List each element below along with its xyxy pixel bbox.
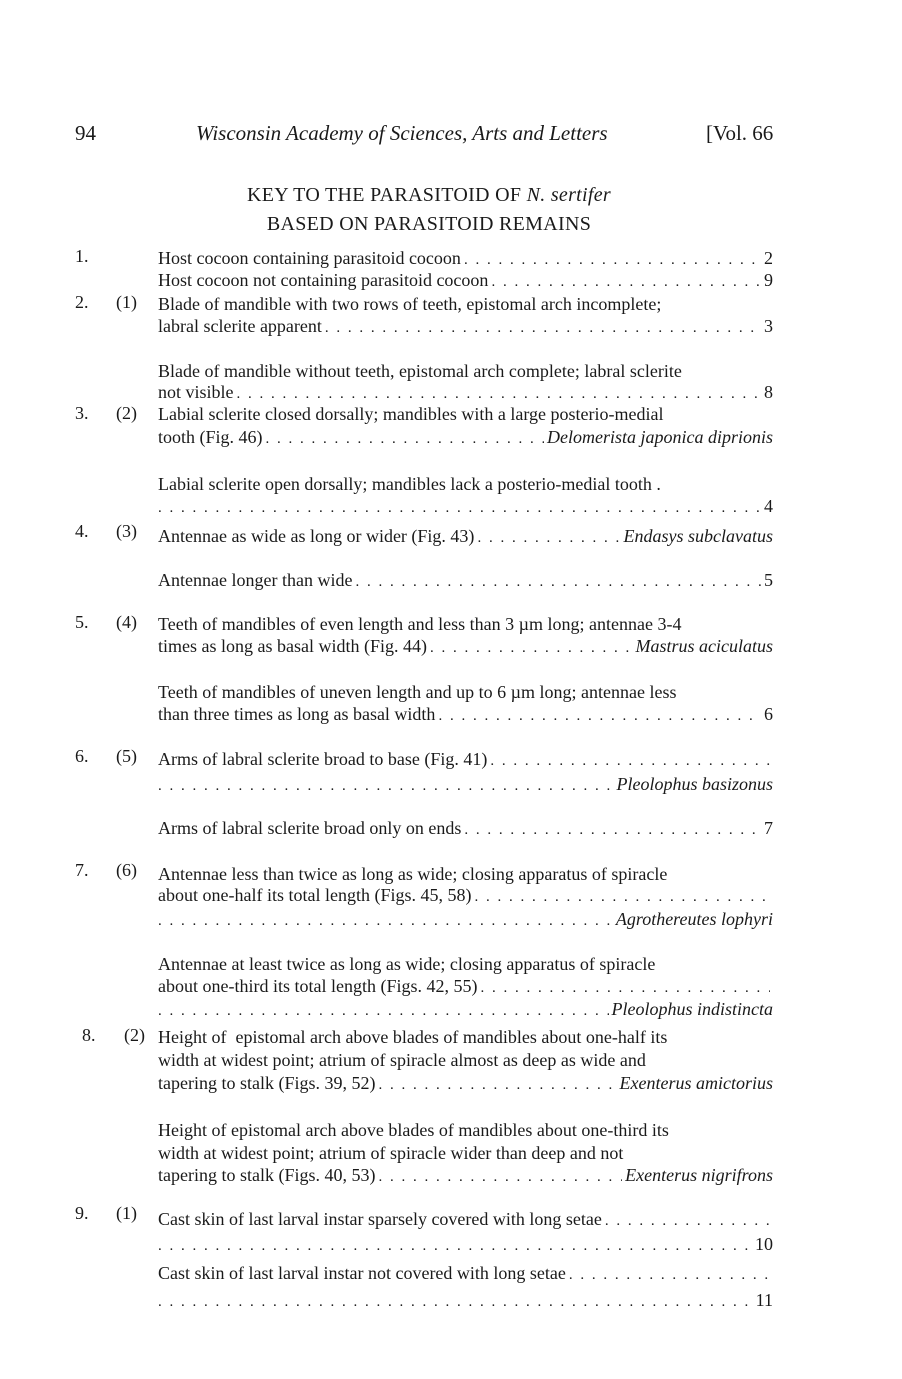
couplet-reference: (5) (116, 746, 137, 766)
couplet-reference: (1) (116, 292, 137, 312)
key-line: Antennae as wide as long or wider (Fig. 43) . . . Endasys subclavatus (158, 526, 773, 547)
leader-dots (438, 708, 761, 725)
key-line: . . . 10 (158, 1234, 773, 1255)
key-line: Antennae longer than wide . . . 5 (158, 570, 773, 591)
taxon-name: Exenterus amictorius (619, 1073, 773, 1093)
key-line: Height of epistomal arch above blades of mandibles about one-half its (158, 1027, 668, 1047)
taxon-name: Mastrus aciculatus (635, 636, 773, 656)
couplet-number: 8. (82, 1025, 96, 1045)
key-line: Cast skin of last larval instar sparsely covered with long setae . . . (158, 1209, 773, 1230)
key-line (158, 774, 773, 795)
key-line: Height of epistomal arch above blades of mandibles about one-third its (158, 1120, 669, 1140)
key-line: tapering to stalk (Figs. 40, 53) . . . Exenterus nigrifrons (158, 1165, 773, 1186)
couplet-number: 9. (75, 1203, 89, 1223)
leader-dots (490, 753, 770, 770)
couplet-reference: (2) (124, 1025, 145, 1045)
leader-dots (491, 274, 761, 291)
taxon-name: Agrothereutes lophyri (615, 909, 773, 929)
leader-dots (158, 778, 613, 795)
couplet-number: 4. (75, 521, 89, 541)
couplet-number: 1. (75, 246, 89, 266)
key-line (158, 999, 773, 1020)
key-line: Arms of labral sclerite broad only on ends . . . 7 (158, 818, 773, 839)
leader-dots (158, 1238, 752, 1255)
key-line: not visible . . . 8 (158, 382, 773, 403)
taxon-name: Pleolophus basizonus (616, 774, 773, 794)
couplet-reference: (4) (116, 612, 137, 632)
key-line: Antennae less than twice as long as wide; closing apparatus of spiracle (158, 864, 668, 884)
key-line: about one-third its total length (Figs. 42, 55) . . . (158, 976, 773, 997)
couplet-number: 7. (75, 860, 89, 880)
key-line: Teeth of mandibles of even length and less than 3 µm long; antennae 3-4 (158, 614, 682, 634)
leader-dots (474, 889, 770, 906)
leader-dots (158, 1294, 753, 1311)
couplet-number: 2. (75, 292, 89, 312)
leader-dots (237, 386, 762, 403)
key-title-line2: BASED ON PARASITOID REMAINS (266, 213, 592, 235)
key-line: Antennae at least twice as long as wide; closing apparatus of spiracle (158, 954, 656, 974)
key-line: Cast skin of last larval instar not covered with long setae . . . (158, 1263, 773, 1284)
leader-dots (158, 500, 761, 517)
leader-dots (266, 431, 544, 448)
leader-dots (605, 1213, 770, 1230)
key-line: labral sclerite apparent . . . 3 (158, 316, 773, 337)
couplet-reference: (3) (116, 521, 137, 541)
volume-label: [Vol. 66 (706, 121, 774, 145)
couplet-reference: (6) (116, 860, 137, 880)
key-line: tapering to stalk (Figs. 39, 52) . . . Exenterus amictorius (158, 1073, 773, 1094)
couplet-number: 3. (75, 403, 89, 423)
key-line: Blade of mandible without teeth, epistomal arch complete; labral sclerite (158, 361, 682, 381)
key-line: Host cocoon not containing parasitoid cocoon . . . 9 (158, 270, 773, 291)
leader-dots (477, 530, 620, 547)
page-number: 94 (75, 121, 96, 145)
couplet-number: 5. (75, 612, 89, 632)
leader-dots (378, 1077, 616, 1094)
leader-dots (355, 574, 761, 591)
key-line: times as long as basal width (Fig. 44) . . . Mastrus aciculatus (158, 636, 773, 657)
couplet-reference: (1) (116, 1203, 137, 1223)
key-title-line1: KEY TO THE PARASITOID OF N. sertifer (246, 184, 611, 206)
leader-dots (158, 1003, 609, 1020)
key-line: width at widest point; atrium of spiracle almost as deep as wide and (158, 1050, 646, 1070)
key-line: . . . 4 (158, 496, 773, 517)
key-line: about one-half its total length (Figs. 45, 58) . . . (158, 885, 773, 906)
leader-dots (430, 640, 633, 657)
leader-dots (325, 320, 761, 337)
taxon-name: Exenterus nigrifrons (625, 1165, 773, 1185)
species-name: N. sertifer (526, 184, 611, 206)
key-line: . . . 11 (158, 1290, 773, 1311)
key-line: Arms of labral sclerite broad to base (Fig. 41) . . . (158, 749, 773, 770)
key-line: Labial sclerite closed dorsally; mandibles with a large posterio-medial (158, 404, 664, 424)
taxon-name: Delomerista japonica diprionis (547, 427, 773, 447)
key-line: Labial sclerite open dorsally; mandibles lack a posterio-medial tooth . (158, 474, 661, 494)
leader-dots (569, 1267, 770, 1284)
key-line: Host cocoon containing parasitoid cocoon . . . 2 (158, 248, 773, 269)
key-line: Teeth of mandibles of uneven length and up to 6 µm long; antennae less (158, 682, 677, 702)
journal-title: Wisconsin Academy of Sciences, Arts and Letters (196, 121, 608, 145)
key-line: Blade of mandible with two rows of teeth, epistomal arch incomplete; (158, 294, 662, 314)
key-line: than three times as long as basal width . . . 6 (158, 704, 773, 725)
key-line: width at widest point; atrium of spiracle wider than deep and not (158, 1143, 624, 1163)
taxon-name: Pleolophus indistincta (611, 999, 773, 1019)
leader-dots (378, 1169, 622, 1186)
key-line: tooth (Fig. 46) . . . Delomerista japonica diprionis (158, 427, 773, 448)
leader-dots (464, 822, 761, 839)
couplet-number: 6. (75, 746, 89, 766)
leader-dots (480, 980, 770, 997)
leader-dots (464, 252, 761, 269)
key-line (158, 909, 773, 930)
taxon-name: Endasys subclavatus (623, 526, 773, 546)
leader-dots (158, 913, 613, 930)
couplet-reference: (2) (116, 403, 137, 423)
